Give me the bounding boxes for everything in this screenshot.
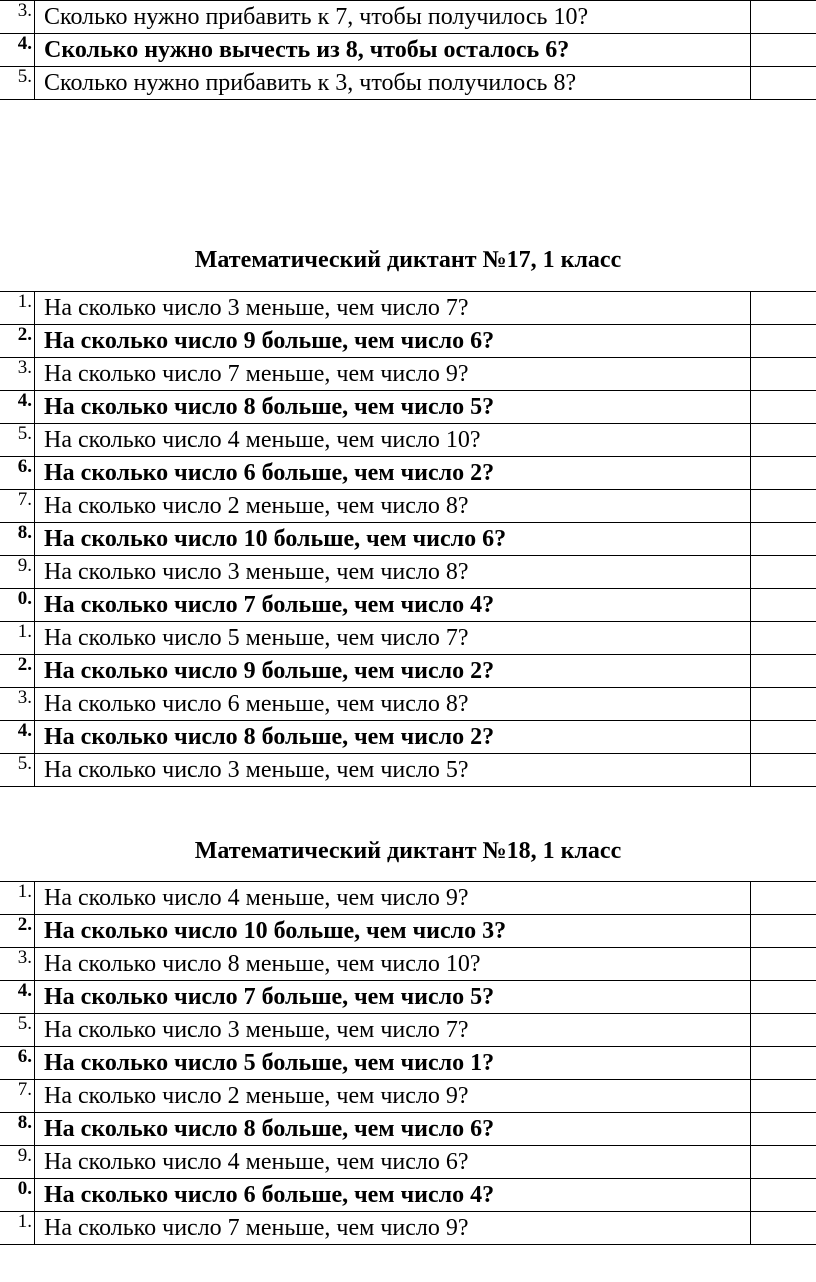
row-number: 9.	[0, 556, 35, 589]
table-row	[0, 292, 816, 325]
question-text: На сколько число 5 больше, чем число 1?	[35, 1047, 751, 1080]
row-number: 4.	[0, 981, 35, 1014]
row-number: 1.	[0, 882, 35, 915]
row-number: 3.	[0, 948, 35, 981]
question-text: На сколько число 8 больше, чем число 6?	[35, 1113, 751, 1146]
answer-cell	[751, 556, 816, 589]
table-row	[0, 523, 816, 556]
row-number: 1.	[0, 622, 35, 655]
row-number: 0.	[0, 1179, 35, 1212]
row-number: 5.	[0, 424, 35, 457]
answer-cell	[751, 882, 816, 915]
row-number: 6.	[0, 1047, 35, 1080]
row-number: 1.	[0, 292, 35, 325]
answer-cell	[751, 391, 816, 424]
answer-cell	[751, 1080, 816, 1113]
answer-cell	[751, 622, 816, 655]
answer-cell	[751, 655, 816, 688]
table-row	[0, 1146, 816, 1179]
table-row	[0, 457, 816, 490]
question-text: На сколько число 3 меньше, чем число 5?	[35, 754, 751, 787]
answer-cell	[751, 721, 816, 754]
answer-cell	[751, 981, 816, 1014]
table-row	[0, 67, 816, 100]
row-number: 4.	[0, 34, 35, 67]
table-row	[0, 424, 816, 457]
question-text: На сколько число 7 меньше, чем число 9?	[35, 1212, 751, 1245]
dictation-table-top	[0, 0, 816, 100]
question-text: На сколько число 9 больше, чем число 6?	[35, 325, 751, 358]
answer-cell	[751, 523, 816, 556]
question-text: На сколько число 8 меньше, чем число 10?	[35, 948, 751, 981]
answer-cell	[751, 1146, 816, 1179]
question-text: На сколько число 10 больше, чем число 6?	[35, 523, 751, 556]
table-row	[0, 882, 816, 915]
question-text: На сколько число 4 меньше, чем число 6?	[35, 1146, 751, 1179]
answer-cell	[751, 1179, 816, 1212]
table-row	[0, 1179, 816, 1212]
question-text: На сколько число 4 меньше, чем число 10?	[35, 424, 751, 457]
answer-cell	[751, 1212, 816, 1245]
table-row	[0, 1014, 816, 1047]
question-text: На сколько число 6 больше, чем число 2?	[35, 457, 751, 490]
table-row	[0, 655, 816, 688]
question-text: На сколько число 4 меньше, чем число 9?	[35, 882, 751, 915]
answer-cell	[751, 34, 816, 67]
row-number: 4.	[0, 721, 35, 754]
question-text: На сколько число 3 меньше, чем число 7?	[35, 292, 751, 325]
table-row	[0, 391, 816, 424]
table-row	[0, 358, 816, 391]
table-row	[0, 754, 816, 787]
question-text: На сколько число 8 больше, чем число 5?	[35, 391, 751, 424]
question-text: На сколько число 10 больше, чем число 3?	[35, 915, 751, 948]
table-row	[0, 688, 816, 721]
table-row	[0, 1113, 816, 1146]
question-text: На сколько число 6 меньше, чем число 8?	[35, 688, 751, 721]
row-number: 5.	[0, 67, 35, 100]
question-text: На сколько число 7 больше, чем число 5?	[35, 981, 751, 1014]
answer-cell	[751, 948, 816, 981]
table-row	[0, 325, 816, 358]
answer-cell	[751, 688, 816, 721]
question-text: На сколько число 5 меньше, чем число 7?	[35, 622, 751, 655]
row-number: 7.	[0, 490, 35, 523]
dictation-18-title: Математический диктант №18, 1 класс	[194, 838, 622, 864]
question-text: На сколько число 2 меньше, чем число 8?	[35, 490, 751, 523]
answer-cell	[751, 1113, 816, 1146]
row-number: 5.	[0, 754, 35, 787]
table-row	[0, 589, 816, 622]
row-number: 1.	[0, 1212, 35, 1245]
row-number: 2.	[0, 915, 35, 948]
table-row	[0, 622, 816, 655]
question-text: На сколько число 7 больше, чем число 4?	[35, 589, 751, 622]
row-number: 8.	[0, 523, 35, 556]
question-text: На сколько число 9 больше, чем число 2?	[35, 655, 751, 688]
question-text: На сколько число 7 меньше, чем число 9?	[35, 358, 751, 391]
dictation-17-table	[0, 291, 816, 787]
row-number: 3.	[0, 358, 35, 391]
answer-cell	[751, 915, 816, 948]
row-number: 6.	[0, 457, 35, 490]
question-text: Сколько нужно вычесть из 8, чтобы осталось 6?	[35, 34, 751, 67]
question-text: На сколько число 6 больше, чем число 4?	[35, 1179, 751, 1212]
answer-cell	[751, 1047, 816, 1080]
question-text: Сколько нужно прибавить к 3, чтобы получилось 8?	[35, 67, 751, 100]
answer-cell	[751, 589, 816, 622]
answer-cell	[751, 67, 816, 100]
answer-cell	[751, 1014, 816, 1047]
row-number: 5.	[0, 1014, 35, 1047]
answer-cell	[751, 754, 816, 787]
question-text: На сколько число 3 меньше, чем число 7?	[35, 1014, 751, 1047]
table-row	[0, 556, 816, 589]
answer-cell	[751, 490, 816, 523]
table-row	[0, 490, 816, 523]
row-number: 3.	[0, 1, 35, 34]
question-text: Сколько нужно прибавить к 7, чтобы получилось 10?	[35, 1, 751, 34]
question-text: На сколько число 8 больше, чем число 2?	[35, 721, 751, 754]
row-number: 7.	[0, 1080, 35, 1113]
table-row	[0, 1, 816, 34]
row-number: 4.	[0, 391, 35, 424]
table-row	[0, 1212, 816, 1245]
table-row	[0, 948, 816, 981]
row-number: 3.	[0, 688, 35, 721]
dictation-18-table	[0, 881, 816, 1245]
row-number: 2.	[0, 325, 35, 358]
row-number: 2.	[0, 655, 35, 688]
answer-cell	[751, 325, 816, 358]
question-text: На сколько число 2 меньше, чем число 9?	[35, 1080, 751, 1113]
table-row	[0, 915, 816, 948]
answer-cell	[751, 457, 816, 490]
answer-cell	[751, 292, 816, 325]
table-row	[0, 34, 816, 67]
answer-cell	[751, 1, 816, 34]
question-text: На сколько число 3 меньше, чем число 8?	[35, 556, 751, 589]
answer-cell	[751, 424, 816, 457]
answer-cell	[751, 358, 816, 391]
row-number: 0.	[0, 589, 35, 622]
row-number: 8.	[0, 1113, 35, 1146]
table-row	[0, 981, 816, 1014]
table-row	[0, 1080, 816, 1113]
row-number: 9.	[0, 1146, 35, 1179]
table-row	[0, 721, 816, 754]
table-row	[0, 1047, 816, 1080]
dictation-17-title: Математический диктант №17, 1 класс	[194, 247, 622, 273]
